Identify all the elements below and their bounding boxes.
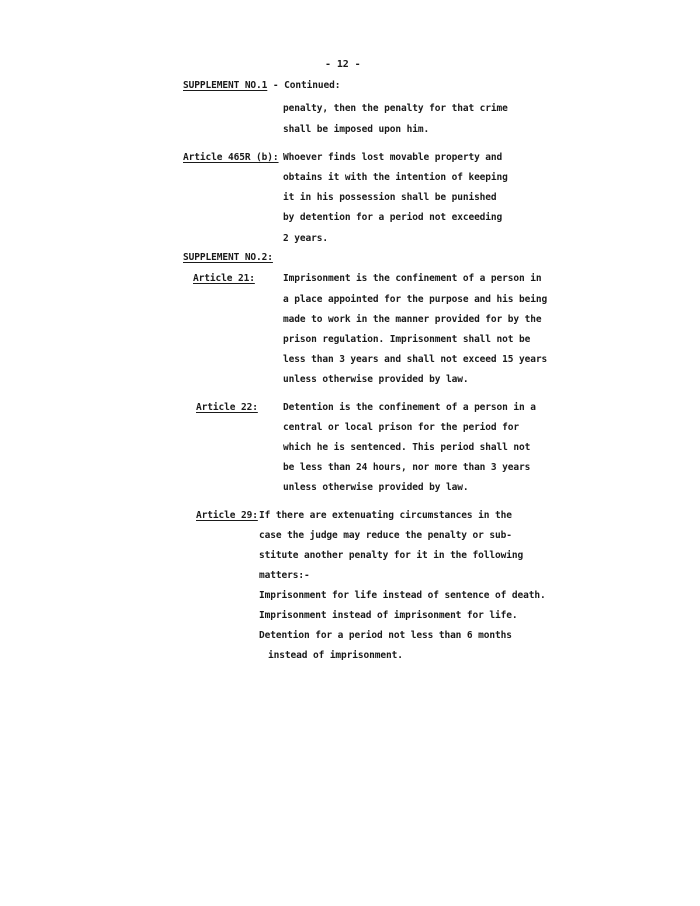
supplement-1-heading: SUPPLEMENT NO.1 (183, 80, 268, 91)
article-21-line: unless otherwise provided by law. (283, 374, 469, 385)
article-21-label: Article 21: (193, 273, 255, 284)
article-29-line: Imprisonment instead of imprisonment for life. (259, 610, 518, 621)
supplement-2-heading: SUPPLEMENT NO.2: (183, 252, 273, 263)
article-21-line: prison regulation. Imprisonment shall not be (283, 334, 531, 345)
article-29-line: If there are extenuating circumstances in the (259, 510, 512, 521)
article-465r-line: it in his possession shall be punished (283, 192, 497, 203)
article-29-line: stitute another penalty for it in the following (259, 550, 524, 561)
article-465r-line: 2 years. (283, 233, 328, 244)
article-465r-line: by detention for a period not exceeding (283, 212, 503, 223)
article-22-line: which he is sentenced. This period shall not (283, 442, 531, 453)
article-22-line: be less than 24 hours, nor more than 3 years (283, 462, 531, 473)
article-465r-label: Article 465R (b): (183, 152, 279, 163)
article-21-line: Imprisonment is the confinement of a person in (283, 273, 542, 284)
supplement-1-line: penalty, then the penalty for that crime (283, 103, 508, 114)
article-465r-line: Whoever finds lost movable property and (283, 152, 503, 163)
supplement-1-heading-line (183, 80, 340, 92)
article-21-line: made to work in the manner provided for by the (283, 314, 542, 325)
article-29-line: Imprisonment for life instead of sentence of death. (259, 590, 546, 601)
article-21-line: less than 3 years and shall not exceed 15 years (283, 354, 548, 365)
article-22-label: Article 22: (196, 402, 258, 413)
supplement-1-continued: - Continued: (267, 80, 341, 91)
supplement-1-line: shall be imposed upon him. (283, 124, 430, 135)
article-22-line: central or local prison for the period for (283, 422, 520, 433)
article-21-line: a place appointed for the purpose and his being (283, 294, 548, 305)
article-29-line: Detention for a period not less than 6 months (259, 630, 512, 641)
page-number: - 12 - (325, 59, 361, 70)
article-22-line: unless otherwise provided by law. (283, 482, 469, 493)
article-22-line: Detention is the confinement of a person in a (283, 402, 536, 413)
article-29-label: Article 29: (196, 510, 258, 521)
article-29-line: case the judge may reduce the penalty or sub- (259, 530, 512, 541)
article-465r-line: obtains it with the intention of keeping (283, 172, 508, 183)
article-29-line: matters:- (259, 570, 310, 581)
article-29-line: instead of imprisonment. (268, 650, 403, 661)
